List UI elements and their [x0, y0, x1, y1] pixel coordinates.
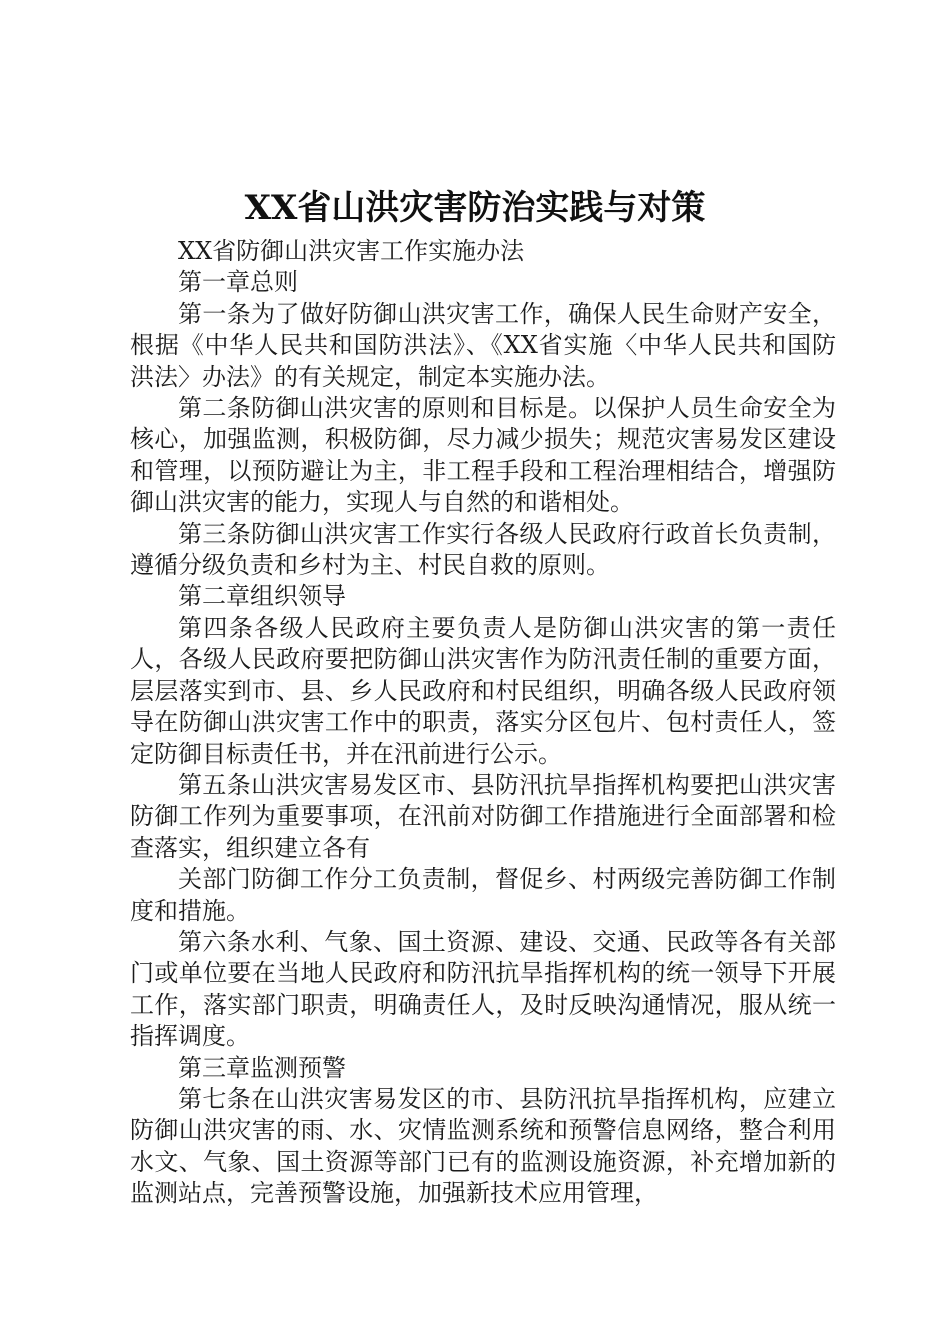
chapter-heading: 第三章监测预警 — [178, 1053, 346, 1082]
document-subtitle: XX省防御山洪灾害工作实施办法 — [178, 237, 525, 265]
article-paragraph: 第三条防御山洪灾害工作实行各级人民政府行政首长负责制，遵循分级负责和乡村为主、村民自救的原则。 — [130, 519, 836, 580]
document-title: XX省山洪灾害防治实践与对策 — [244, 188, 706, 228]
article-paragraph: 第二条防御山洪灾害的原则和目标是。以保护人员生命安全为核心，加强监测，积极防御，尽力减少损失；规范灾害易发区建设和管理，以预防避让为主，非工程手段和工程治理相结合，增强防御山洪灾害的能力，实现人与自然的和谐相处。 — [130, 394, 836, 517]
article-paragraph: 第七条在山洪灾害易发区的市、县防汛抗旱指挥机构，应建立防御山洪灾害的雨、水、灾情监测系统和预警信息网络，整合利用水文、气象、国土资源等部门已有的监测设施资源，补充增加新的监测站点，完善预警设施，加强新技术应用管理， — [130, 1084, 836, 1208]
chapter-heading: 第一章总则 — [178, 268, 298, 297]
article-paragraph: 第一条为了做好防御山洪灾害工作，确保人民生命财产安全，根据《中华人民共和国防洪法》、《XX省实施〈中华人民共和国防洪法〉办法》的有关规定，制定本实施办法。 — [130, 299, 836, 391]
chapter-heading: 第二章组织领导 — [178, 582, 346, 611]
article-paragraph: 第六条水利、气象、国土资源、建设、交通、民政等各有关部门或单位要在当地人民政府和防汛抗旱指挥机构的统一领导下开展工作，落实部门职责，明确责任人，及时反映沟通情况，服从统一指挥调度。 — [130, 927, 836, 1051]
article-paragraph: 关部门防御工作分工负责制，督促乡、村两级完善防御工作制度和措施。 — [130, 865, 836, 925]
document-body — [130, 236, 836, 1210]
article-paragraph: 第四条各级人民政府主要负责人是防御山洪灾害的第一责任人，各级人民政府要把防御山洪灾害作为防汛责任制的重要方面，层层落实到市、县、乡人民政府和村民组织，明确各级人民政府领导在防御山洪灾害工作中的职责，落实分区包片、包村责任人，签定防御目标责任书，并在汛前进行公示。 — [130, 613, 836, 768]
article-paragraph: 第五条山洪灾害易发区市、县防汛抗旱指挥机构要把山洪灾害防御工作列为重要事项，在汛前对防御工作措施进行全面部署和检查落实，组织建立各有 — [130, 770, 836, 862]
